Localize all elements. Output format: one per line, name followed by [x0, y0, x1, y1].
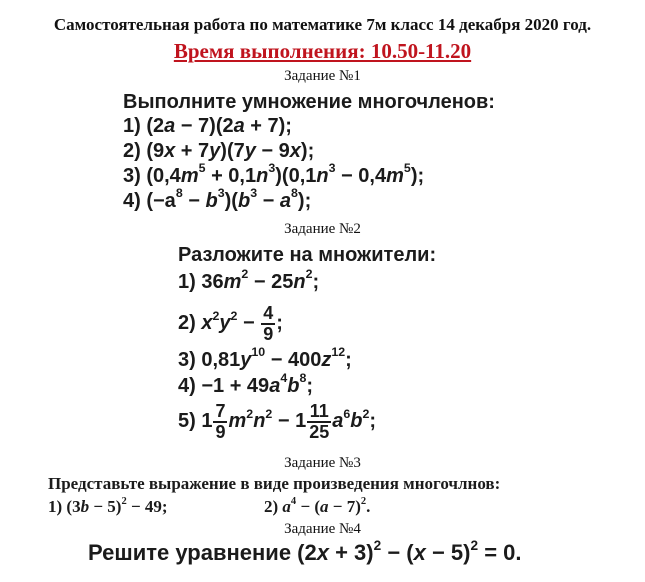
- fraction-seven-ninths: $\frac{7}{9}$: [215, 401, 226, 442]
- task1-heading: Задание №1: [284, 68, 361, 84]
- task2-item-5: 5) 1 $\frac{7}{9}$ $m^2n^2 - 1$ $\frac{11}{25}$ $a^6b^2$;: [178, 401, 377, 442]
- task2-heading: Задание №2: [284, 221, 361, 237]
- task2-item-3: 3) $0,81y^{10} - 400z^{12}$;: [178, 345, 352, 371]
- task2-item-4: $4) -1 + 49a^4b^8$;: [178, 371, 314, 397]
- task3-item-2: 2) $a^4 - (a - 7)^2$.: [264, 495, 371, 516]
- time-limit: Время выполнения: 10.50-11.20: [173, 39, 472, 63]
- task3-instruction: Представьте выражение в виде произведения многочлнов:: [48, 474, 501, 493]
- task1-instruction: Выполните умножение многочленов:: [123, 91, 495, 113]
- task1-item-1: 1) (2a − 7)(2a + 7);: [123, 115, 292, 137]
- worksheet-title: Самостоятельная работа по математике 7м класс 14 декабря 2020 год.: [53, 15, 592, 34]
- task2-item-1: 1) $36m^2 - 25n^2$;: [178, 267, 320, 293]
- task1-item-4: 4) $(-a^8 - b^3)(b^3 - a^8)$;: [123, 186, 312, 212]
- task2-instruction: Разложите на множители:: [178, 244, 437, 266]
- task4-equation: Решите уравнение $(2x + 3)^2 - (x - 5)^2 = 0$.: [88, 537, 522, 565]
- task1-item-3: 3) $(0,4m^5 + 0,1n^3)(0,1n^3 - 0,4m^5)$;: [123, 161, 425, 187]
- task1-item-2: 2) (9x + 7y)(7y − 9x);: [123, 140, 315, 162]
- fraction-four-ninths: $\frac{4}{9}$: [263, 303, 274, 344]
- fraction-eleven-25ths: $\frac{11}{25}$: [309, 401, 330, 442]
- task2-item-2: 2) $x^2y^2$ − $\frac{4}{9}$ ;: [178, 303, 283, 344]
- task3-item-1: 1) $(3b - 5)^2 - 49$;: [48, 495, 168, 516]
- task4-heading: Задание №4: [284, 521, 361, 537]
- task3-heading: Задание №3: [284, 455, 361, 471]
